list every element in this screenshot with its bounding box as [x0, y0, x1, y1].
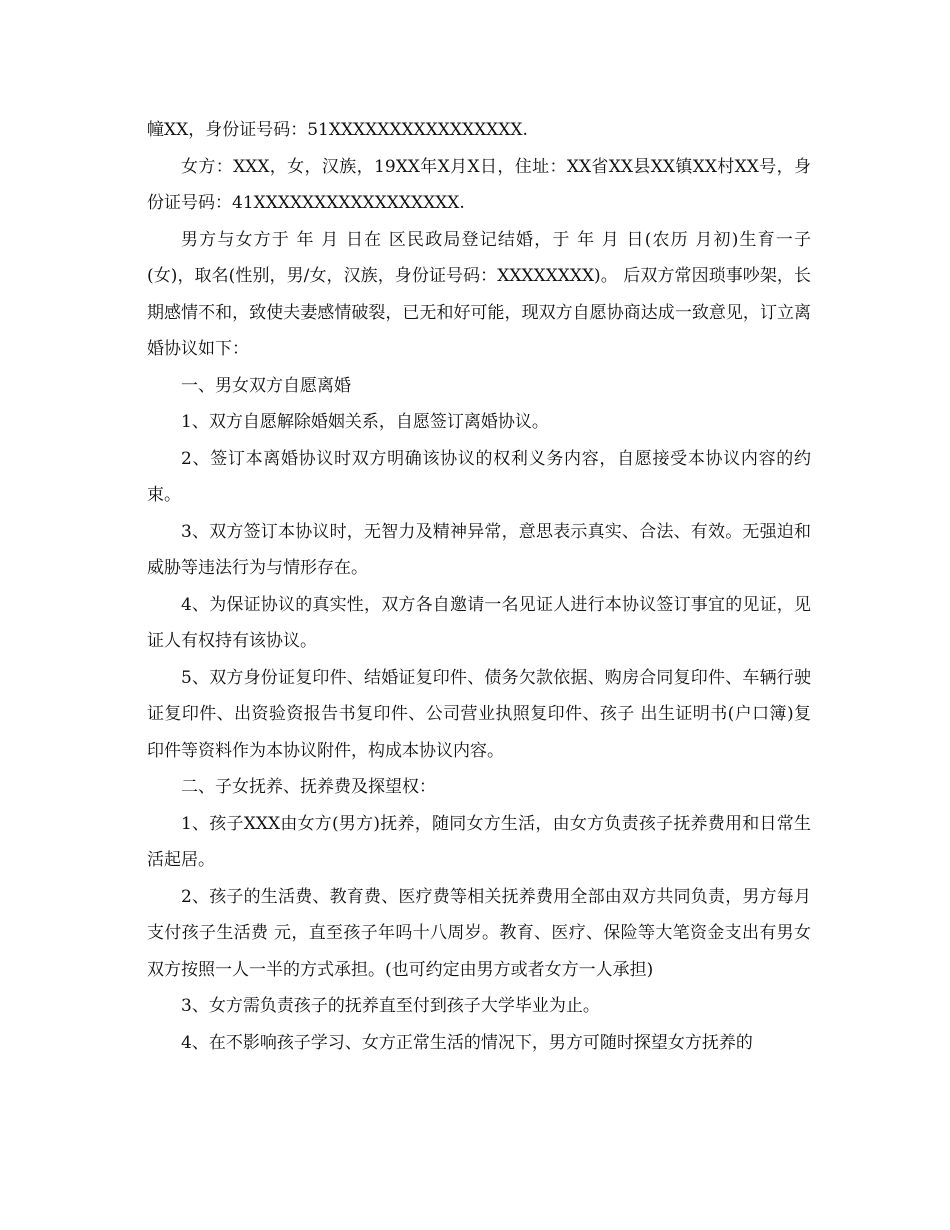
clause-1-2: 2、签订本离婚协议时双方明确该协议的权利义务内容，自愿接受本协议内容的约束。	[147, 448, 811, 505]
clause-1-5: 5、双方身份证复印件、结婚证复印件、债务欠款依据、购房合同复印件、车辆行驶证复印件、出资验资报告书复印件、公司营业执照复印件、孩子 出生证明书(户口簿)复印件等资料作为本协议附件，构成本协议内容。	[147, 667, 811, 761]
clause-2-2: 2、孩子的生活费、教育费、医疗费等相关抚养费用全部由双方共同负责，男方每月支付孩子生活费 元，直至孩子年吗十八周岁。教育、医疗、保险等大笔资金支出有男女双方按照一人一半的方式承担。(也可约定由男方或者女方一人承担)	[147, 886, 811, 980]
paragraph-id-continuation: 幢XX，身份证号码：51XXXXXXXXXXXXXXXX.	[147, 120, 528, 140]
clause-2-4: 4、在不影响孩子学习、女方正常生活的情况下，男方可随时探望女方抚养的	[181, 1032, 753, 1053]
section-heading-child-custody: 二、子女抚养、抚养费及探望权：	[181, 777, 436, 797]
clause-1-1: 1、双方自愿解除婚姻关系，自愿签订离婚协议。	[181, 412, 549, 432]
clause-1-4: 4、为保证协议的真实性，双方各自邀请一名见证人进行本协议签订事宜的见证，见证人有权持有该协议。	[147, 594, 811, 651]
section-heading-voluntary-divorce: 一、男女双方自愿离婚	[181, 375, 351, 396]
paragraph-female-party: 女方：XXX，女，汉族，19XX年X月X日，住址：XX省XX县XX镇XX村XX号，身份证号码：41XXXXXXXXXXXXXXXXX.	[147, 156, 811, 213]
clause-2-1: 1、孩子XXX由女方(男方)抚养，随同女方生活，由女方负责孩子抚养费用和日常生活起居。	[147, 813, 811, 870]
document-body	[147, 112, 811, 1061]
clause-1-3: 3、双方签订本协议时，无智力及精神异常，意思表示真实、合法、有效。无强迫和威胁等违法行为与情形存在。	[147, 521, 811, 578]
clause-2-3: 3、女方需负责孩子的抚养直至付到孩子大学毕业为止。	[181, 996, 600, 1016]
paragraph-marriage-background: 男方与女方于 年 月 日在 区民政局登记结婚，于 年 月 日(农历 月初)生育一子(女)，取名(性别，男/女，汉族，身份证号码：XXXXXXXX)。 后双方常因琐事吵架，长期感情不和，致使夫妻感情破裂，已无和好可能，现双方自愿协商达成一致意见，订立离婚协议如下：	[147, 229, 811, 359]
